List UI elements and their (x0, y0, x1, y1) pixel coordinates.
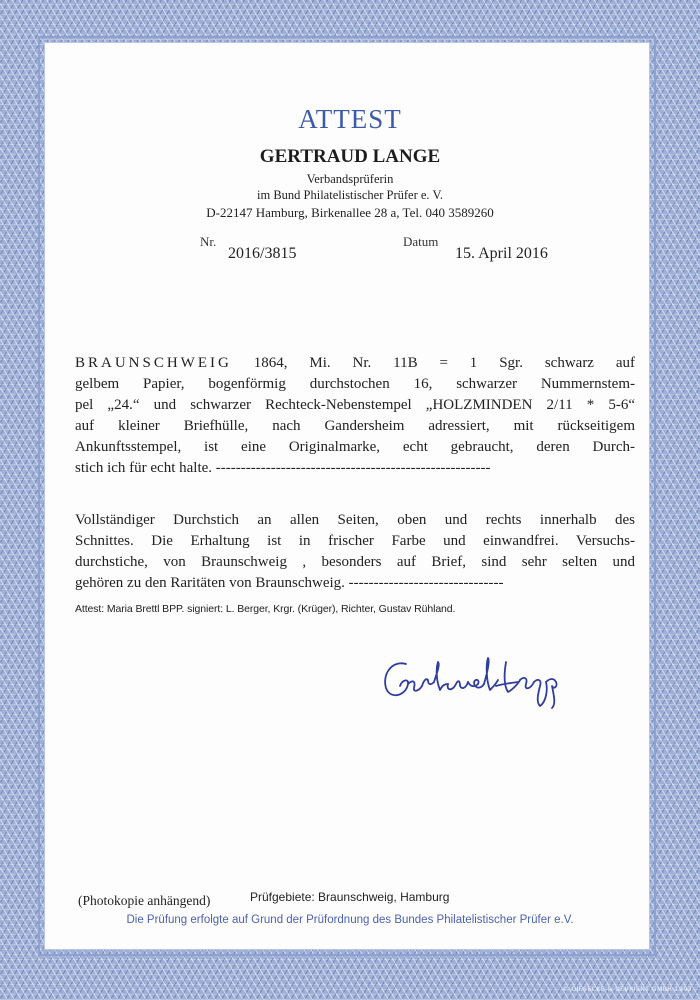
handwritten-signature (378, 650, 598, 710)
body-para2-line2: Schnittes. Die Erhaltung ist in frischer Farbe und einwandfrei. Versuchs- (75, 533, 635, 549)
stamp-region: BRAUNSCHWEIG (75, 355, 232, 371)
body-para2-line3: durchstiche, von Braunschweig , besonders auf Brief, sind sehr selten und (75, 554, 635, 570)
printer-imprint: © GIESECKE & DEVRIENT GMBH 1993 (562, 986, 692, 993)
previous-attest-line: Attest: Maria Brettl BPP. signiert: L. Berger, Krgr. (Krüger), Richter, Gustav Rühland. (75, 603, 456, 615)
examiner-name: GERTRAUD LANGE (259, 146, 441, 167)
datum-value: 15. April 2016 (455, 245, 548, 262)
body-para2-line1: Vollständiger Durchstich an allen Seiten, oben und rechts innerhalb des (75, 512, 635, 528)
datum-label: Datum (403, 234, 439, 249)
examiner-role: Verbandsprüferin (306, 172, 394, 186)
body-para1-line2: gelbem Papier, bogenförmig durchstochen 16, schwarzer Nummernstem- (75, 376, 635, 392)
body-para1-line1-rest: 1864, Mi. Nr. 11B = 1 Sgr. schwarz auf (253, 355, 636, 371)
examiner-address: D-22147 Hamburg, Birkenallee 28 a, Tel. 040 3589260 (206, 205, 494, 220)
examination-areas: Prüfgebiete: Braunschweig, Hamburg (250, 890, 450, 904)
body-para2-line4: gehören zu den Raritäten von Braunschweig. ------------------------------- (75, 575, 504, 591)
photocopy-note: (Photokopie anhängend) (78, 893, 211, 908)
certificate-title: ATTEST (298, 104, 402, 134)
nr-label: Nr. (200, 234, 217, 249)
body-para1-line4: auf kleiner Briefhülle, nach Gandersheim adressiert, mit rückseitigem (75, 418, 635, 434)
body-para1-line6: stich ich für echt halte. ------------------------------------------------------- (75, 460, 491, 476)
body-para1-line5: Ankunftsstempel, ist eine Originalmarke, echt gebraucht, deren Durch- (75, 439, 635, 455)
disclaimer-line: Die Prüfung erfolgte auf Grund der Prüfordnung des Bundes Philatelistischer Prüfer e.V. (126, 914, 574, 926)
examiner-association: im Bund Philatelistischer Prüfer e. V. (257, 188, 443, 202)
body-para1-line1 (75, 355, 635, 375)
nr-value: 2016/3815 (228, 245, 297, 262)
body-para1-line3: pel „24.“ und schwarzer Rechteck-Nebenstempel „HOLZMINDEN 2/11 * 5-6“ (75, 397, 635, 413)
